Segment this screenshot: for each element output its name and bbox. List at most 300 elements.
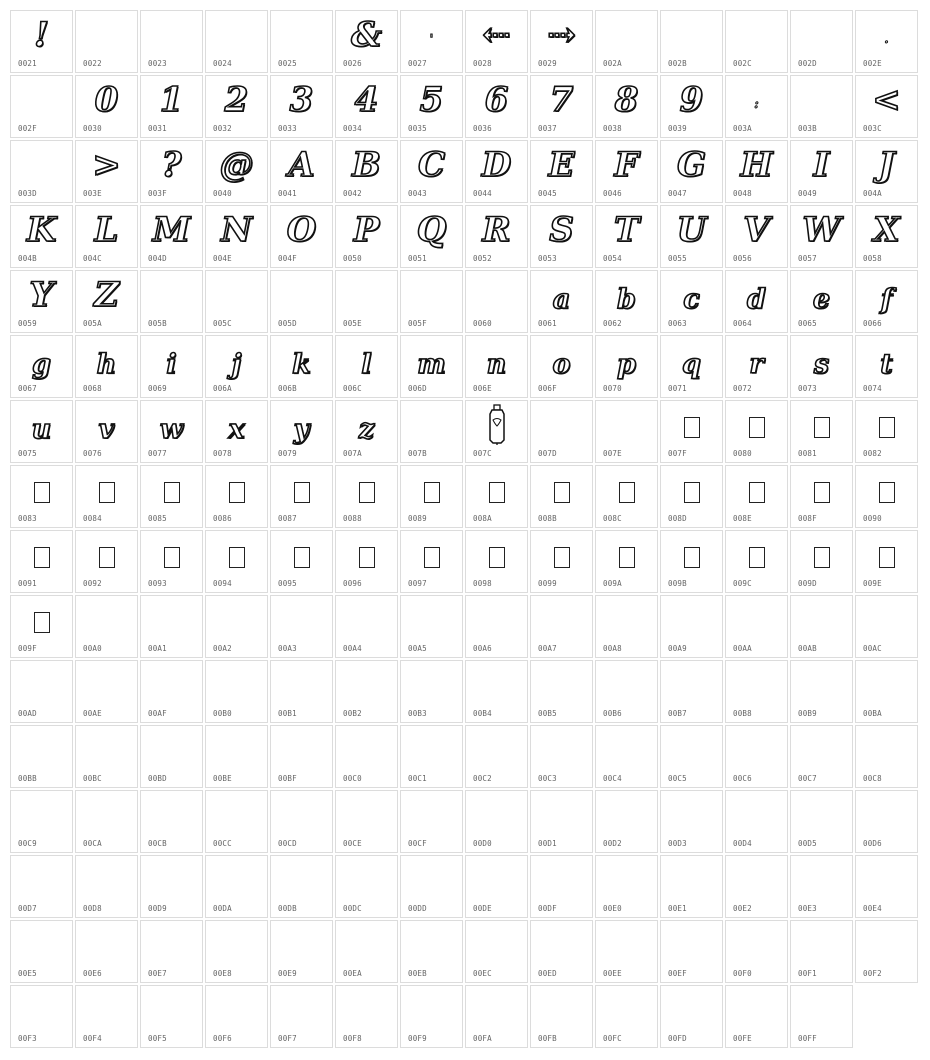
codepoint-label: 00DE (473, 904, 492, 913)
glyph-cell (855, 530, 918, 593)
glyph-cell (270, 855, 333, 918)
glyph-cell (400, 595, 463, 658)
glyph-cell (595, 465, 658, 528)
glyph-cell (270, 725, 333, 788)
glyph-cell (790, 725, 853, 788)
missing-glyph-box-icon (141, 535, 202, 575)
missing-glyph-box-icon (466, 470, 527, 510)
glyph-cell (335, 530, 398, 593)
codepoint-label: 00C9 (18, 839, 37, 848)
glyph-cell (270, 205, 333, 268)
glyph-preview: : (754, 97, 759, 111)
glyph-cell (75, 530, 138, 593)
empty-glyph-slot (791, 860, 852, 900)
glyph-cell (75, 465, 138, 528)
empty-glyph-slot (206, 730, 267, 770)
codepoint-label: 00A8 (603, 644, 622, 653)
glyph-cell (10, 855, 73, 918)
glyph-cell (10, 920, 73, 983)
glyph-cell (10, 595, 73, 658)
missing-glyph-box-icon (206, 535, 267, 575)
codepoint-label: 0097 (408, 579, 427, 588)
glyph-cell (725, 985, 788, 1048)
glyph-preview: o (552, 348, 571, 380)
codepoint-label: 009D (798, 579, 817, 588)
codepoint-label: 00B0 (213, 709, 232, 718)
codepoint-label: 0078 (213, 449, 232, 458)
codepoint-label: 00F9 (408, 1034, 427, 1043)
glyph-cell (725, 790, 788, 853)
empty-glyph-slot (596, 15, 657, 55)
empty-glyph-slot (271, 730, 332, 770)
glyph-cell (595, 660, 658, 723)
glyph-cell (660, 790, 723, 853)
empty-glyph-slot (206, 15, 267, 55)
empty-glyph-slot (791, 665, 852, 705)
codepoint-label: 009B (668, 579, 687, 588)
glyph-cell (725, 660, 788, 723)
codepoint-label: 004B (18, 254, 37, 263)
codepoint-label: 00FB (538, 1034, 557, 1043)
glyph-cell (335, 725, 398, 788)
missing-glyph-box-icon (596, 470, 657, 510)
glyph-cell (335, 270, 398, 333)
codepoint-label: 0087 (278, 514, 297, 523)
codepoint-label: 008D (668, 514, 687, 523)
glyph-preview: 4 (354, 80, 379, 120)
codepoint-label: 0063 (668, 319, 687, 328)
codepoint-label: 00F8 (343, 1034, 362, 1043)
missing-glyph-box-icon (531, 470, 592, 510)
missing-glyph-box-icon (856, 405, 917, 445)
glyph-preview: D (481, 145, 512, 185)
codepoint-label: 003C (863, 124, 882, 133)
codepoint-label: 00FA (473, 1034, 492, 1043)
glyph-cell (465, 400, 528, 463)
glyph-preview: a (552, 283, 571, 315)
codepoint-label: 00A5 (408, 644, 427, 653)
glyph-cell (595, 10, 658, 73)
codepoint-label: 00BC (83, 774, 102, 783)
glyph-preview: P (353, 210, 380, 250)
codepoint-label: 00E1 (668, 904, 687, 913)
empty-glyph-slot (401, 275, 462, 315)
glyph-cell (790, 335, 853, 398)
codepoint-label: 0033 (278, 124, 297, 133)
glyph-cell (790, 530, 853, 593)
codepoint-label: 009E (863, 579, 882, 588)
glyph-cell (660, 10, 723, 73)
empty-glyph-slot (596, 665, 657, 705)
missing-glyph-box-icon (11, 470, 72, 510)
glyph-cell (140, 790, 203, 853)
glyph-preview: ! (34, 15, 49, 55)
empty-glyph-slot (141, 860, 202, 900)
empty-glyph-slot (11, 80, 72, 120)
empty-glyph-slot (206, 600, 267, 640)
empty-glyph-slot (401, 990, 462, 1030)
glyph-cell (465, 335, 528, 398)
codepoint-label: 005B (148, 319, 167, 328)
glyph-cell (400, 335, 463, 398)
codepoint-label: 0070 (603, 384, 622, 393)
glyph-preview: C (417, 145, 446, 185)
codepoint-label: 0094 (213, 579, 232, 588)
empty-glyph-slot (466, 600, 527, 640)
glyph-preview: t (880, 348, 893, 380)
codepoint-label: 009A (603, 579, 622, 588)
codepoint-label: 005F (408, 319, 427, 328)
codepoint-label: 00C1 (408, 774, 427, 783)
codepoint-label: 00D9 (148, 904, 167, 913)
glyph-cell (530, 465, 593, 528)
glyph-preview: r (749, 348, 764, 380)
codepoint-label: 0099 (538, 579, 557, 588)
missing-glyph-box-icon (401, 535, 462, 575)
codepoint-label: 0086 (213, 514, 232, 523)
empty-glyph-slot (271, 665, 332, 705)
glyph-cell (595, 855, 658, 918)
glyph-cell (205, 920, 268, 983)
glyph-cell (75, 855, 138, 918)
glyph-cell (75, 660, 138, 723)
codepoint-label: 009F (18, 644, 37, 653)
empty-glyph-slot (11, 665, 72, 705)
glyph-cell (400, 660, 463, 723)
empty-glyph-slot (856, 600, 917, 640)
codepoint-label: 00B1 (278, 709, 297, 718)
empty-glyph-slot (76, 990, 137, 1030)
missing-glyph-box-icon (11, 600, 72, 640)
empty-glyph-slot (336, 795, 397, 835)
glyph-cell (725, 920, 788, 983)
codepoint-label: 005C (213, 319, 232, 328)
glyph-cell (660, 400, 723, 463)
empty-glyph-slot (401, 730, 462, 770)
codepoint-label: 00A9 (668, 644, 687, 653)
empty-glyph-slot (336, 860, 397, 900)
glyph-cell (465, 140, 528, 203)
codepoint-label: 00D4 (733, 839, 752, 848)
codepoint-label: 00EE (603, 969, 622, 978)
glyph-cell (855, 205, 918, 268)
glyph-cell (140, 920, 203, 983)
codepoint-label: 0082 (863, 449, 882, 458)
glyph-preview: n (486, 348, 507, 380)
glyph-cell (140, 530, 203, 593)
glyph-cell (400, 75, 463, 138)
codepoint-label: 0022 (83, 59, 102, 68)
glyph-cell (595, 400, 658, 463)
codepoint-label: 00AE (83, 709, 102, 718)
empty-glyph-slot (466, 925, 527, 965)
glyph-preview: G (676, 145, 707, 185)
empty-glyph-slot (856, 730, 917, 770)
codepoint-label: 004D (148, 254, 167, 263)
codepoint-label: 002D (798, 59, 817, 68)
codepoint-label: 00BA (863, 709, 882, 718)
codepoint-label: 0073 (798, 384, 817, 393)
codepoint-label: 00BD (148, 774, 167, 783)
empty-glyph-slot (661, 600, 722, 640)
glyph-cell (140, 75, 203, 138)
codepoint-label: 00D1 (538, 839, 557, 848)
glyph-cell (465, 270, 528, 333)
empty-glyph-slot (791, 925, 852, 965)
glyph-cell (10, 205, 73, 268)
glyph-cell (855, 10, 918, 73)
empty-glyph-slot (336, 990, 397, 1030)
glyph-preview: L (94, 210, 119, 250)
codepoint-label: 0058 (863, 254, 882, 263)
codepoint-label: 0034 (343, 124, 362, 133)
codepoint-label: 00A1 (148, 644, 167, 653)
glyph-cell (855, 855, 918, 918)
glyph-preview: V (743, 210, 770, 250)
empty-glyph-slot (206, 275, 267, 315)
glyph-cell (725, 205, 788, 268)
glyph-cell (140, 595, 203, 658)
glyph-preview: 1 (159, 80, 184, 120)
missing-glyph-box-icon (791, 405, 852, 445)
glyph-cell (790, 205, 853, 268)
glyph-cell (335, 595, 398, 658)
codepoint-label: 0081 (798, 449, 817, 458)
glyph-cell (725, 855, 788, 918)
glyph-cell (10, 660, 73, 723)
glyph-cell (790, 75, 853, 138)
glyph-cell (465, 725, 528, 788)
glyph-cell (465, 855, 528, 918)
glyph-cell (205, 335, 268, 398)
codepoint-label: 0030 (83, 124, 102, 133)
codepoint-label: 0090 (863, 514, 882, 523)
missing-glyph-box-icon (76, 470, 137, 510)
empty-glyph-slot (466, 275, 527, 315)
codepoint-label: 00FC (603, 1034, 622, 1043)
glyph-cell (855, 595, 918, 658)
codepoint-label: 006B (278, 384, 297, 393)
empty-glyph-slot (531, 730, 592, 770)
empty-glyph-slot (856, 795, 917, 835)
empty-glyph-slot (856, 925, 917, 965)
glyph-cell (595, 270, 658, 333)
glyph-cell (855, 140, 918, 203)
codepoint-label: 00CE (343, 839, 362, 848)
codepoint-label: 0098 (473, 579, 492, 588)
glyph-cell (530, 400, 593, 463)
codepoint-label: 007B (408, 449, 427, 458)
codepoint-label: 00AC (863, 644, 882, 653)
glyph-preview: g (32, 348, 51, 380)
codepoint-label: 00F3 (18, 1034, 37, 1043)
glyph-preview: k (292, 348, 311, 380)
glyph-cell (595, 725, 658, 788)
codepoint-label: 0055 (668, 254, 687, 263)
glyph-cell (530, 985, 593, 1048)
glyph-cell (595, 140, 658, 203)
glyph-cell (400, 205, 463, 268)
glyph-cell (10, 140, 73, 203)
glyph-cell (335, 75, 398, 138)
glyph-preview: d (747, 283, 766, 315)
glyph-cell (205, 530, 268, 593)
missing-glyph-box-icon (466, 535, 527, 575)
glyph-cell (790, 10, 853, 73)
codepoint-label: 0071 (668, 384, 687, 393)
codepoint-label: 006E (473, 384, 492, 393)
glyph-preview: I (813, 145, 830, 185)
glyph-cell (465, 985, 528, 1048)
codepoint-label: 003B (798, 124, 817, 133)
missing-glyph-box-icon (726, 405, 787, 445)
glyph-cell (660, 660, 723, 723)
missing-glyph-box-icon (726, 535, 787, 575)
glyph-preview: p (617, 348, 636, 380)
codepoint-label: 0069 (148, 384, 167, 393)
glyph-cell (140, 205, 203, 268)
glyph-cell (530, 205, 593, 268)
codepoint-label: 00C8 (863, 774, 882, 783)
glyph-cell (75, 790, 138, 853)
glyph-cell (270, 10, 333, 73)
glyph-preview: e (812, 283, 831, 315)
codepoint-label: 0040 (213, 189, 232, 198)
codepoint-label: 0076 (83, 449, 102, 458)
glyph-preview: c (683, 283, 700, 315)
glyph-cell (790, 660, 853, 723)
glyph-preview: 9 (679, 80, 704, 120)
empty-glyph-slot (531, 665, 592, 705)
codepoint-label: 0080 (733, 449, 752, 458)
glyph-cell (855, 335, 918, 398)
empty-glyph-slot (531, 600, 592, 640)
codepoint-label: 00C0 (343, 774, 362, 783)
empty-glyph-slot (466, 990, 527, 1030)
codepoint-label: 0075 (18, 449, 37, 458)
glyph-preview: S (549, 210, 574, 250)
glyph-cell (10, 465, 73, 528)
codepoint-label: 005E (343, 319, 362, 328)
glyph-preview: U (676, 210, 707, 250)
glyph-cell (660, 725, 723, 788)
glyph-cell (75, 725, 138, 788)
codepoint-label: 0083 (18, 514, 37, 523)
glyph-preview: l (361, 348, 372, 380)
glyph-preview: Q (416, 210, 447, 250)
empty-glyph-slot (661, 860, 722, 900)
missing-glyph-box-icon (791, 535, 852, 575)
codepoint-label: 00D6 (863, 839, 882, 848)
empty-glyph-slot (596, 925, 657, 965)
codepoint-label: 003A (733, 124, 752, 133)
codepoint-label: 0072 (733, 384, 752, 393)
glyph-cell (205, 660, 268, 723)
codepoint-label: 0028 (473, 59, 492, 68)
codepoint-label: 0065 (798, 319, 817, 328)
empty-glyph-slot (596, 860, 657, 900)
glyph-cell (855, 400, 918, 463)
codepoint-label: 00F1 (798, 969, 817, 978)
glyph-cell (400, 855, 463, 918)
glyph-cell (855, 465, 918, 528)
empty-glyph-slot (791, 990, 852, 1030)
empty-glyph-slot (726, 990, 787, 1030)
glyph-cell (270, 75, 333, 138)
codepoint-label: 00BB (18, 774, 37, 783)
glyph-preview: 5 (419, 80, 444, 120)
missing-glyph-box-icon (206, 470, 267, 510)
glyph-cell (140, 140, 203, 203)
glyph-preview: u (31, 413, 52, 445)
codepoint-label: 0061 (538, 319, 557, 328)
empty-glyph-slot (661, 15, 722, 55)
codepoint-label: 008B (538, 514, 557, 523)
codepoint-label: 003D (18, 189, 37, 198)
glyph-cell (530, 920, 593, 983)
glyph-cell (400, 10, 463, 73)
missing-glyph-box-icon (661, 470, 722, 510)
glyph-cell (400, 400, 463, 463)
glyph-cell (205, 790, 268, 853)
glyph-cell (465, 75, 528, 138)
codepoint-label: 00C3 (538, 774, 557, 783)
empty-glyph-slot (726, 795, 787, 835)
codepoint-label: 0049 (798, 189, 817, 198)
empty-glyph-slot (791, 80, 852, 120)
codepoint-label: 0088 (343, 514, 362, 523)
glyph-cell (660, 465, 723, 528)
codepoint-label: 00AB (798, 644, 817, 653)
empty-glyph-slot (401, 600, 462, 640)
glyph-cell (400, 725, 463, 788)
glyph-preview: E (548, 145, 575, 185)
codepoint-label: 00A6 (473, 644, 492, 653)
codepoint-label: 00DA (213, 904, 232, 913)
empty-glyph-slot (141, 990, 202, 1030)
glyph-cell (400, 465, 463, 528)
codepoint-label: 0074 (863, 384, 882, 393)
codepoint-label: 0042 (343, 189, 362, 198)
codepoint-label: 003F (148, 189, 167, 198)
codepoint-label: 0051 (408, 254, 427, 263)
codepoint-label: 005D (278, 319, 297, 328)
glyph-cell (530, 335, 593, 398)
codepoint-label: 00F5 (148, 1034, 167, 1043)
glyph-cell (725, 595, 788, 658)
codepoint-label: 00E5 (18, 969, 37, 978)
empty-glyph-slot (856, 860, 917, 900)
glyph-cell (205, 205, 268, 268)
missing-glyph-box-icon (661, 405, 722, 445)
codepoint-label: 007E (603, 449, 622, 458)
empty-glyph-slot (271, 860, 332, 900)
glyph-cell (855, 270, 918, 333)
codepoint-label: 00F7 (278, 1034, 297, 1043)
empty-glyph-slot (11, 795, 72, 835)
glyph-preview: 0 (94, 80, 119, 120)
glyph-cell (660, 855, 723, 918)
codepoint-label: 00F6 (213, 1034, 232, 1043)
codepoint-label: 00B7 (668, 709, 687, 718)
empty-glyph-slot (271, 925, 332, 965)
glyph-preview: R (482, 210, 511, 250)
empty-glyph-slot (11, 990, 72, 1030)
empty-glyph-slot (596, 600, 657, 640)
glyph-cell (205, 270, 268, 333)
codepoint-label: 004E (213, 254, 232, 263)
codepoint-label: 0059 (18, 319, 37, 328)
